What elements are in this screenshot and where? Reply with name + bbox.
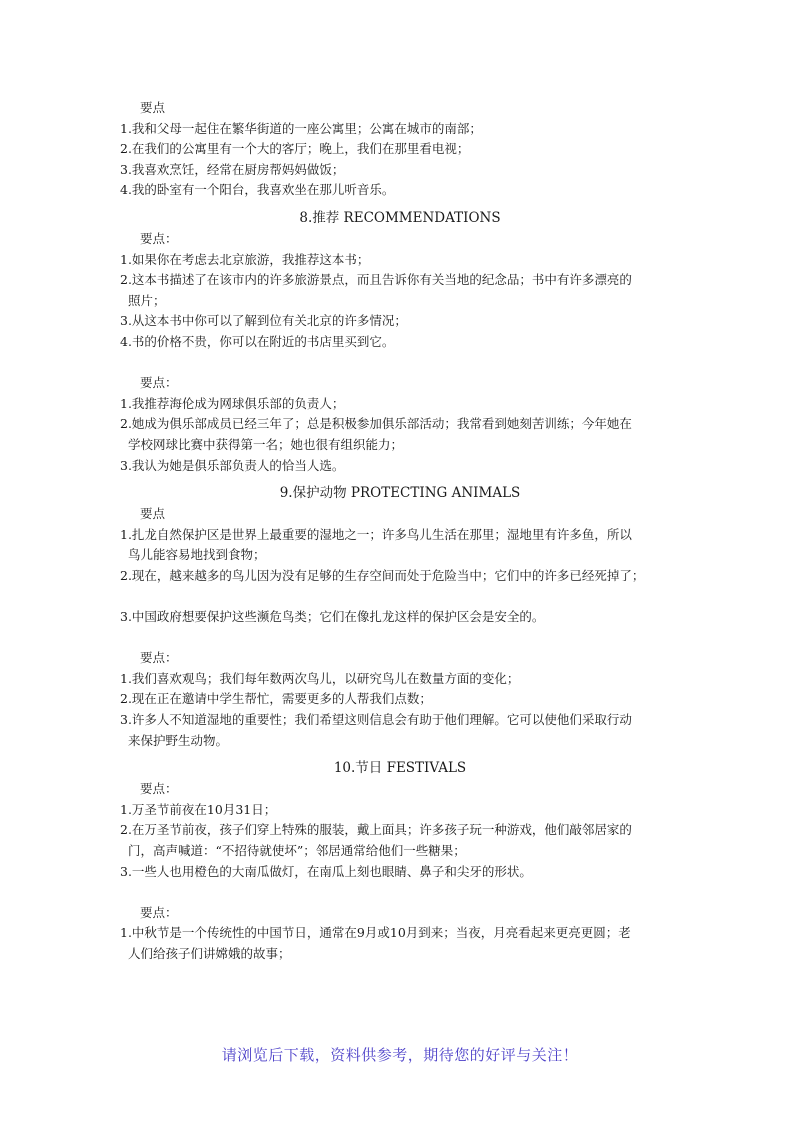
list-item: 1.我和父母一起住在繁华街道的一座公寓里；公寓在城市的南部；: [120, 120, 482, 136]
list-item: 1.如果你在考虑去北京旅游，我推荐这本书；: [120, 251, 370, 267]
list-item: 3.一些人也用橙色的大南瓜做灯，在南瓜上刻也眼睛、鼻子和尖牙的形状。: [120, 863, 532, 879]
list-item: 1.我们喜欢观鸟；我们每年数两次鸟儿，以研究鸟儿在数量方面的变化；: [120, 670, 520, 686]
keypoints-label: 要点：: [140, 650, 178, 666]
list-item: 2.这本书描述了在该市内的许多旅游景点，而且告诉你有关当地的纪念品；书中有许多漂亮的: [120, 272, 632, 288]
list-item: 4.我的卧室有一个阳台，我喜欢坐在那儿听音乐。: [120, 182, 395, 198]
section-heading-festivals: 10.节日 FESTIVALS: [333, 760, 467, 777]
list-item-continuation: 鸟儿能容易地找到食物；: [128, 547, 266, 563]
list-item: 2.在我们的公寓里有一个大的客厅；晚上，我们在那里看电视；: [120, 141, 470, 157]
list-item: 1.我推荐海伦成为网球俱乐部的负责人；: [120, 395, 345, 411]
section-heading-recommendations: 8.推荐 RECOMMENDATIONS: [299, 209, 501, 226]
spacer: [120, 353, 690, 374]
list-item: 1.万圣节前夜在10月31日；: [120, 801, 277, 817]
list-item: 3.我认为她是俱乐部负责人的恰当人选。: [120, 457, 345, 473]
list-item-continuation: 门，高声喊道：“不招待就使坏”；邻居通常给他们一些糖果；: [128, 843, 466, 858]
keypoints-label: 要点: [140, 506, 166, 522]
list-item: 2.在万圣节前夜，孩子们穿上特殊的服装，戴上面具；许多孩子玩一种游戏，他们敲邻居家的: [120, 822, 632, 838]
spacer: [120, 882, 690, 903]
spacer: [120, 586, 690, 607]
keypoints-label: 要点: [140, 100, 166, 115]
list-item: 2.现在正在邀请中学生帮忙，需要更多的人帮我们点数；: [120, 691, 432, 707]
list-item-continuation: 人们给孩子们讲嫦娥的故事；: [128, 945, 291, 961]
list-item: 4.书的价格不贵，你可以在附近的书店里买到它。: [120, 333, 395, 349]
list-item: 1.中秋节是一个传统性的中国节日，通常在9月或10月到来；当夜，月亮看起来更亮更圆；老: [120, 925, 631, 941]
list-item: 3.从这本书中你可以了解到位有关北京的许多情况；: [120, 313, 407, 329]
footer-note: 请浏览后下载，资料供参考，期待您的好评与关注！: [221, 1046, 579, 1064]
keypoints-label: 要点：: [140, 230, 178, 246]
spacer: [120, 628, 690, 649]
list-item-continuation: 照片；: [128, 292, 166, 308]
list-item-continuation: 学校网球比赛中获得第一名；她也很有组织能力；: [128, 436, 404, 452]
section-heading-protecting-animals: 9.保护动物 PROTECTING ANIMALS: [279, 485, 521, 502]
list-item: 1.扎龙自然保护区是世界上最重要的湿地之一；许多鸟儿生活在那里；湿地里有许多鱼，所以: [120, 526, 632, 542]
list-item: 2.她成为俱乐部成员已经三年了；总是积极参加俱乐部活动；我常看到她刻苦训练；今年她在: [120, 416, 632, 432]
list-item: 3.中国政府想要保护这些濒危鸟类；它们在像扎龙这样的保护区会是安全的。: [120, 609, 545, 625]
list-item-continuation: 来保护野生动物。: [128, 732, 229, 748]
keypoints-label: 要点：: [140, 375, 178, 391]
list-item: 3.许多人不知道湿地的重要性；我们希望这则信息会有助于他们理解。它可以使他们采取行动: [120, 712, 632, 728]
document-body: [120, 98, 690, 965]
list-item: 3.我喜欢烹饪，经常在厨房帮妈妈做饭；: [120, 161, 345, 177]
keypoints-label: 要点：: [140, 781, 178, 797]
keypoints-label: 要点：: [140, 904, 178, 920]
list-item: 2.现在，越来越多的鸟儿因为没有足够的生存空间而处于危险当中；它们中的许多已经死掉了；: [120, 567, 645, 583]
